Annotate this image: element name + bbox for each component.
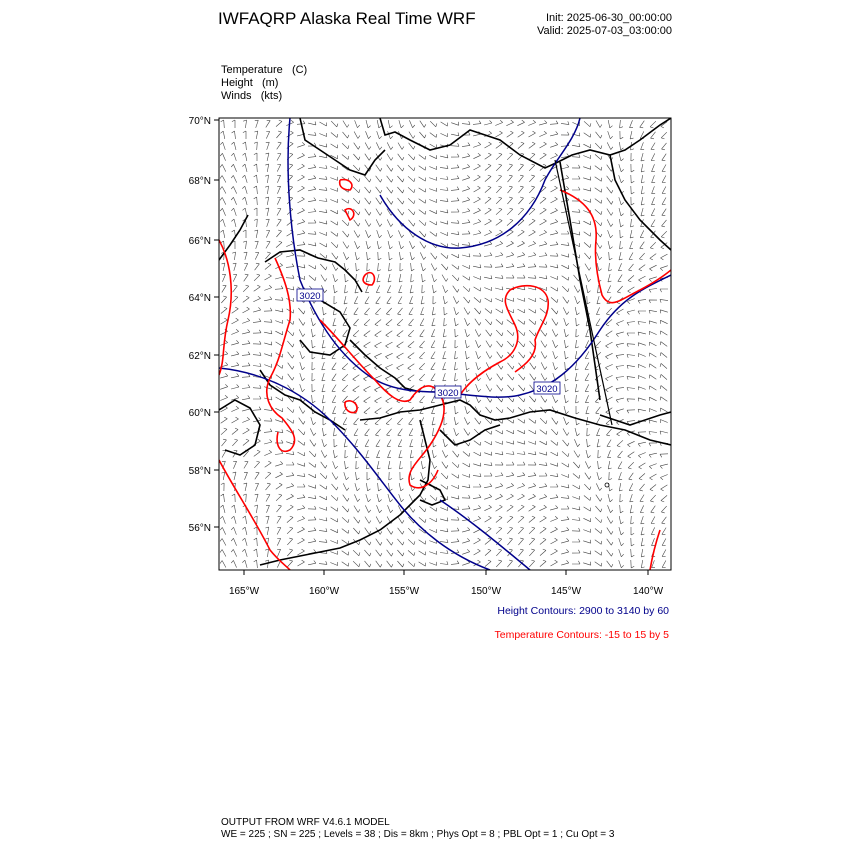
height-contours bbox=[219, 118, 671, 570]
lat-label: 66°N bbox=[188, 236, 211, 247]
lat-label: 62°N bbox=[188, 351, 211, 362]
lon-label: 160°W bbox=[308, 586, 340, 597]
lon-label: 155°W bbox=[388, 586, 420, 597]
lon-label: 140°W bbox=[632, 586, 664, 597]
height-contours-note: Height Contours: 2900 to 3140 by 60 bbox=[497, 605, 669, 617]
lat-label: 64°N bbox=[188, 293, 211, 304]
map-title: IWFAQRP Alaska Real Time WRF bbox=[218, 9, 476, 28]
footer-config: WE = 225 ; SN = 225 ; Levels = 38 ; Dis = 8km ; Phys Opt = 8 ; PBL Opt = 1 ; Cu Opt = 3 bbox=[221, 829, 615, 840]
lon-label: 145°W bbox=[550, 586, 582, 597]
field-temperature: Temperature (C) bbox=[221, 64, 308, 76]
low-center-marker bbox=[605, 483, 609, 487]
footer-model: OUTPUT FROM WRF V4.6.1 MODEL bbox=[221, 817, 390, 828]
field-winds: Winds (kts) bbox=[221, 90, 283, 102]
tick-marks bbox=[214, 120, 648, 575]
map-frame bbox=[219, 118, 671, 570]
field-height: Height (m) bbox=[221, 77, 279, 89]
height-contour-label: 3020 bbox=[437, 388, 459, 399]
lon-label: 165°W bbox=[228, 586, 260, 597]
height-contour-label: 3020 bbox=[536, 384, 558, 395]
init-time: Init: 2025-06-30_00:00:00 bbox=[546, 12, 672, 24]
temperature-contours-note: Temperature Contours: -15 to 15 by 5 bbox=[494, 629, 669, 641]
lat-label: 58°N bbox=[188, 466, 211, 477]
lon-label: 150°W bbox=[470, 586, 502, 597]
lat-label: 56°N bbox=[188, 523, 211, 534]
valid-time: Valid: 2025-07-03_03:00:00 bbox=[537, 25, 672, 37]
lat-label: 70°N bbox=[188, 116, 211, 127]
height-contour-label: 3020 bbox=[299, 291, 321, 302]
lat-label: 68°N bbox=[188, 176, 211, 187]
lat-label: 60°N bbox=[188, 408, 211, 419]
